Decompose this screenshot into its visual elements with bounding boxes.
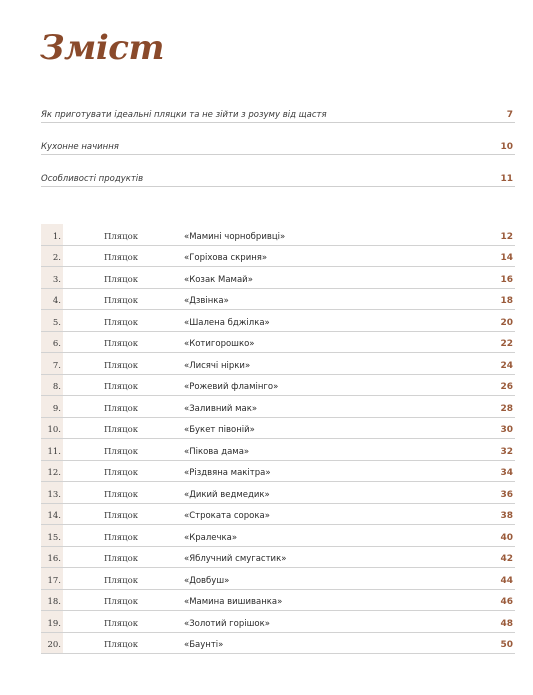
toc-intro-row[interactable] [41, 139, 515, 155]
toc-page-number: 18 [500, 296, 513, 306]
toc-intro-label: Як приготувати ідеальні пляцки та не зійти з розуму від щастя [41, 110, 327, 120]
recipe-list [41, 224, 515, 654]
toc-recipe-name: «Горіхова скриня» [184, 253, 268, 263]
toc-recipe-name: «Дзвінка» [184, 296, 229, 306]
toc-recipe-name: «Баунті» [184, 640, 224, 650]
toc-number: 20. [47, 640, 61, 650]
toc-row[interactable] [41, 289, 515, 311]
toc-page-number: 30 [500, 425, 513, 435]
toc-intro-label: Кухонне начиння [41, 142, 119, 152]
toc-number: 10. [47, 425, 61, 435]
toc-page-number: 38 [500, 511, 513, 521]
toc-recipe-name: «Букет півоній» [184, 425, 255, 435]
toc-page-number: 26 [500, 382, 513, 392]
toc-recipe-name: «Золотий горішок» [184, 618, 270, 629]
toc-kind: Пляцок [104, 446, 139, 457]
toc-kind: Пляцок [104, 339, 139, 349]
toc-kind: Пляцок [104, 532, 139, 543]
toc-recipe-name: «Яблучний смугастик» [184, 554, 287, 564]
toc-row[interactable] [41, 310, 515, 332]
toc-number: 7. [52, 360, 61, 371]
toc-intro-page: 11 [500, 174, 513, 184]
toc-number: 4. [52, 296, 61, 306]
toc-row[interactable] [41, 418, 515, 440]
toc-recipe-name: «Котигорошко» [184, 339, 255, 349]
toc-kind: Пляцок [104, 382, 139, 392]
toc-intro-label: Особливості продуктів [41, 174, 144, 184]
toc-row[interactable] [41, 461, 515, 483]
toc-row[interactable] [41, 504, 515, 526]
toc-intro-row[interactable] [41, 171, 515, 187]
toc-recipe-name: «Пікова дама» [184, 446, 250, 457]
toc-row[interactable] [41, 224, 515, 246]
toc-recipe-name: «Заливний мак» [184, 403, 258, 414]
intro-section [41, 107, 515, 203]
toc-intro-page: 7 [506, 110, 513, 120]
toc-row[interactable] [41, 332, 515, 354]
toc-recipe-name: «Дикий ведмедик» [184, 489, 270, 500]
toc-page-number: 40 [500, 532, 513, 543]
toc-number: 11. [47, 446, 61, 457]
toc-number: 12. [47, 468, 61, 478]
toc-page-number: 28 [500, 403, 513, 414]
toc-recipe-name: «Кралечка» [184, 532, 238, 543]
toc-recipe-name: «Різдвяна макітра» [184, 468, 271, 478]
toc-recipe-name: «Рожевий фламінго» [184, 382, 279, 392]
toc-page-number: 46 [500, 597, 513, 607]
toc-kind: Пляцок [104, 425, 139, 435]
toc-intro-page: 10 [500, 142, 513, 152]
toc-row[interactable] [41, 375, 515, 397]
toc-page-number: 42 [500, 554, 513, 564]
toc-number: 6. [52, 339, 61, 349]
toc-page-number: 22 [500, 339, 513, 349]
toc-number: 3. [52, 274, 61, 285]
toc-number: 16. [47, 554, 61, 564]
toc-page-number: 12 [500, 231, 513, 242]
toc-recipe-name: «Довбуш» [184, 575, 230, 586]
toc-intro-row[interactable] [41, 107, 515, 123]
toc-number: 13. [47, 489, 61, 500]
toc-kind: Пляцок [104, 640, 139, 650]
toc-row[interactable] [41, 611, 515, 633]
toc-number: 15. [47, 532, 61, 543]
toc-page-number: 50 [500, 640, 513, 650]
toc-number: 1. [52, 231, 61, 242]
toc-kind: Пляцок [104, 231, 139, 242]
toc-kind: Пляцок [104, 511, 139, 521]
toc-page-number: 16 [500, 274, 513, 285]
toc-kind: Пляцок [104, 274, 139, 285]
toc-row[interactable] [41, 525, 515, 547]
toc-row[interactable] [41, 353, 515, 375]
toc-number: 8. [52, 382, 61, 392]
toc-page-number: 14 [500, 253, 513, 263]
toc-row[interactable] [41, 439, 515, 461]
toc-kind: Пляцок [104, 597, 139, 607]
toc-row[interactable] [41, 246, 515, 268]
toc-number: 14. [47, 511, 61, 521]
toc-row[interactable] [41, 482, 515, 504]
toc-recipe-name: «Козак Мамай» [184, 274, 253, 285]
toc-page-number: 20 [500, 317, 513, 328]
toc-kind: Пляцок [104, 317, 139, 328]
toc-row[interactable] [41, 547, 515, 569]
toc-kind: Пляцок [104, 360, 139, 371]
toc-page-number: 32 [500, 446, 513, 457]
toc-row[interactable] [41, 590, 515, 612]
toc-page-number: 48 [500, 618, 513, 629]
toc-recipe-name: «Лисячі нірки» [184, 360, 251, 371]
toc-kind: Пляцок [104, 554, 139, 564]
toc-row[interactable] [41, 568, 515, 590]
toc-kind: Пляцок [104, 468, 139, 478]
toc-page-number: 34 [500, 468, 513, 478]
toc-recipe-name: «Мамина вишиванка» [184, 597, 283, 607]
toc-number: 5. [52, 317, 61, 328]
toc-number: 17. [47, 575, 61, 586]
toc-number: 9. [52, 403, 61, 414]
toc-page-number: 36 [500, 489, 513, 500]
page-title: Зміст [40, 28, 164, 68]
toc-recipe-name: «Строката сорока» [184, 511, 270, 521]
toc-recipe-name: «Мамині чорнобривці» [184, 231, 286, 242]
toc-recipe-name: «Шалена бджілка» [184, 317, 270, 328]
toc-kind: Пляцок [104, 253, 139, 263]
toc-number: 2. [52, 253, 61, 263]
toc-number: 18. [47, 597, 61, 607]
toc-page-number: 24 [500, 360, 513, 371]
toc-page-number: 44 [500, 575, 513, 586]
toc-kind: Пляцок [104, 489, 139, 500]
toc-number: 19. [47, 618, 61, 629]
toc-row[interactable] [41, 267, 515, 289]
toc-kind: Пляцок [104, 403, 139, 414]
toc-kind: Пляцок [104, 575, 139, 586]
toc-row[interactable] [41, 633, 515, 655]
toc-kind: Пляцок [104, 618, 139, 629]
toc-row[interactable] [41, 396, 515, 418]
toc-kind: Пляцок [104, 296, 139, 306]
